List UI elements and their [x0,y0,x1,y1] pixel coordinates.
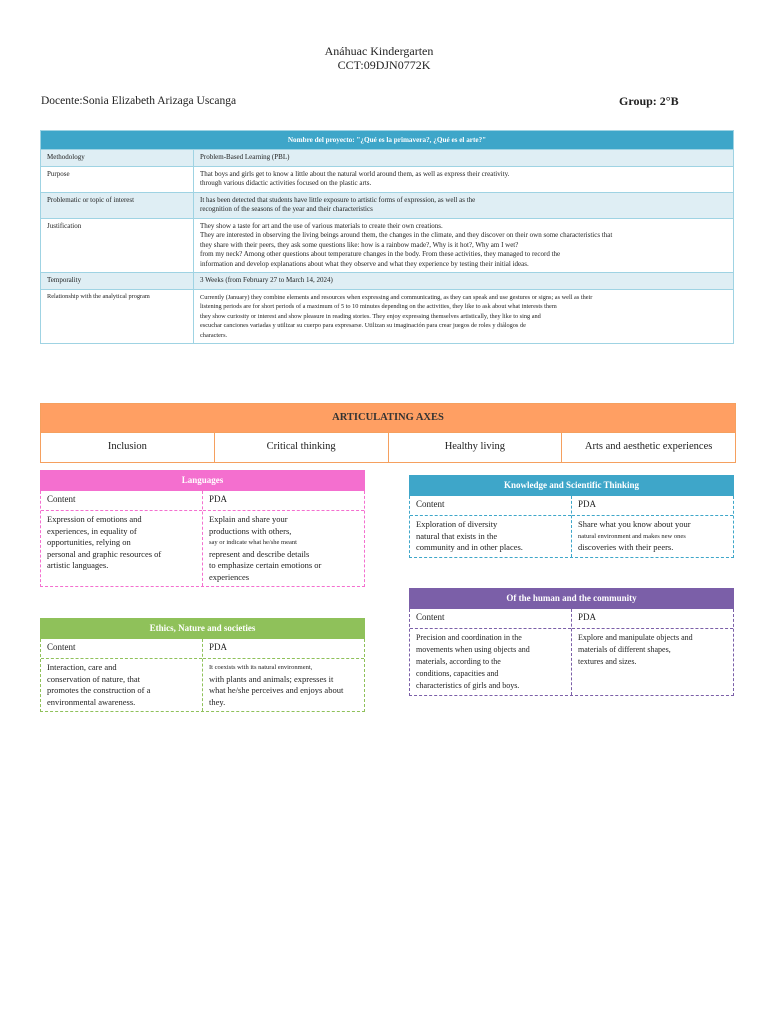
pda-text [572,516,733,557]
axes-row [41,432,735,462]
text-line: represent and describe details [209,548,310,559]
text-line: opportunities, relying on [47,537,131,547]
axis-item: Inclusion [41,432,215,462]
languages-title: Languages [40,470,365,491]
knowledge-title: Knowledge and Scientific Thinking [409,475,734,496]
row-label: Relationship with the analytical program [41,289,194,344]
text-line: materials, according to the [416,657,501,666]
table-row [41,289,734,344]
row-line: 3 Weeks (from February 27 to March 14, 2024) [200,276,333,284]
row-line: they share with their peers, they ask some questions like: how is a rainbow made?, Why is it hot?, Why am I wet? [200,240,519,249]
teacher-name: Docente:Sonia Elizabeth Arizaga Uscanga [41,95,237,107]
ethics-title: Ethics, Nature and societies [40,618,365,639]
text-line: discoveries with their peers. [578,542,674,552]
group-label: Group: 2°B [619,94,679,108]
axes-title: ARTICULATING AXES [41,404,735,432]
text-line: personal and graphic resources of [47,548,162,559]
row-value [194,289,734,344]
human-community-title: Of the human and the community [409,588,734,609]
content-column [410,496,571,557]
row-value [194,150,734,167]
text-line: what he/she perceives and enjoys about [209,685,344,695]
row-line: That boys and girls get to know a little about the natural world around them, as well as express their creativity. [200,169,510,178]
pda-column [571,496,733,557]
text-line: Share what you know about your [578,519,691,529]
content-text [41,659,202,711]
languages-grid [40,491,365,587]
pda-text [572,629,733,671]
content-column [410,609,571,695]
row-line: Currently (January) they combine elements and resources when expressing and communicating, as they can speak and use gestures or signs; as well as their [200,293,593,301]
text-line: experiences [209,571,250,582]
project-table [40,130,734,344]
school-header [0,44,768,72]
school-name: Anáhuac Kindergarten [324,44,434,58]
row-line: Problem-Based Learning (PBL) [200,153,290,161]
text-line: to emphasize certain emotions or [209,560,322,570]
row-label: Methodology [41,150,194,167]
ethics-box [40,618,365,712]
content-header: Content [41,639,202,659]
pda-text [203,511,364,586]
row-line: They are interested in observing the living beings around them, the changes in the climate, and they discover on their own some characteristics that [200,231,613,239]
row-line: from my neck? Among other questions about temperature changes in the body. From these activities, they managed to record the [200,250,561,258]
knowledge-grid [409,496,734,558]
pda-header: PDA [572,496,733,516]
text-line: they. [209,696,226,707]
pda-column [202,639,364,711]
text-line: materials of different shapes, [578,645,671,654]
content-text [410,516,571,557]
text-line: conservation of nature, that [47,673,140,684]
row-line: through various didactic activities focused on the plastic arts. [200,179,372,187]
pda-header: PDA [203,491,364,511]
row-label: Temporality [41,273,194,290]
content-header: Content [410,496,571,516]
table-row [41,273,734,290]
text-line: productions with others, [209,525,292,536]
project-title: Nombre del proyecto: "¿Qué es la primavera?, ¿Qué es el arte?" [41,131,734,150]
text-line: conditions, capacities and [416,669,499,678]
table-row [41,166,734,192]
row-line: They show a taste for art and the use of various materials to create their own creations. [200,221,443,230]
row-value [194,192,734,218]
pda-header: PDA [203,639,364,659]
content-column [41,491,202,586]
row-line: escuchar canciones variadas y utilizar su cuerpo para expresarse. Utilizan su imaginación para crear juegos de roles y diálogos de [200,322,526,329]
articulating-axes [40,403,736,463]
school-cct: CCT:09DJN0772K [337,58,431,72]
row-label: Justification [41,218,194,273]
text-line: natural that exists in the [416,530,498,541]
languages-box [40,470,365,587]
content-column [41,639,202,711]
text-line: Explain and share your [209,514,288,524]
row-line: information and develop explanations about what they observe and what they experience by testing their initial ideas. [200,259,529,268]
text-line: movements when using objects and [416,645,530,654]
content-text [410,629,571,695]
content-header: Content [41,491,202,511]
text-line: environmental awareness. [47,696,136,707]
axis-item: Arts and aesthetic experiences [562,432,735,462]
content-text [41,511,202,575]
row-line: It has been detected that students have little exposure to artistic forms of expression, as well as the [200,195,476,204]
text-line: promotes the construction of a [47,685,151,695]
row-value [194,273,734,290]
row-line: characters. [200,331,228,339]
row-value [194,218,734,273]
axis-item: Critical thinking [215,432,389,462]
text-line: Explore and manipulate objects and [578,633,693,642]
text-line: Exploration of diversity [416,519,498,529]
row-label: Purpose [41,166,194,192]
content-header: Content [410,609,571,629]
knowledge-box [409,475,734,558]
row-value [194,166,734,192]
human-community-box [409,588,734,696]
ethics-grid [40,639,365,712]
row-line: they show curiosity or interest and show pleasure in reading stories. They enjoy expressing themselves artistically, they like to sing and [200,312,541,320]
table-row [41,218,734,273]
row-line: listening periods are for short periods of a maximum of 5 to 10 minutes depending on the activities, they like to ask about what interests them [200,303,557,310]
row-line: recognition of the seasons of the year and their characteristics [200,205,373,213]
pda-text [203,659,364,711]
text-line: Expression of emotions and [47,514,142,524]
pda-column [571,609,733,695]
text-line: with plants and animals; expresses it [209,673,334,684]
pda-column [202,491,364,586]
text-line: It coexists with its natural environment, [209,664,313,671]
text-line: say or indicate what he/she meant [209,539,297,546]
text-line: Interaction, care and [47,662,117,672]
text-line: artistic languages. [47,560,109,570]
text-line: natural environment and makes new ones [578,532,686,540]
text-line: characteristics of girls and boys. [416,681,520,690]
axis-item: Healthy living [389,432,563,462]
human-community-grid [409,609,734,696]
text-line: experiences, in equality of [47,525,137,536]
text-line: community and in other places. [416,542,523,552]
pda-header: PDA [572,609,733,629]
text-line: textures and sizes. [578,657,637,666]
table-row [41,192,734,218]
text-line: Precision and coordination in the [416,633,522,642]
table-row [41,150,734,167]
row-label: Problematic or topic of interest [41,192,194,218]
